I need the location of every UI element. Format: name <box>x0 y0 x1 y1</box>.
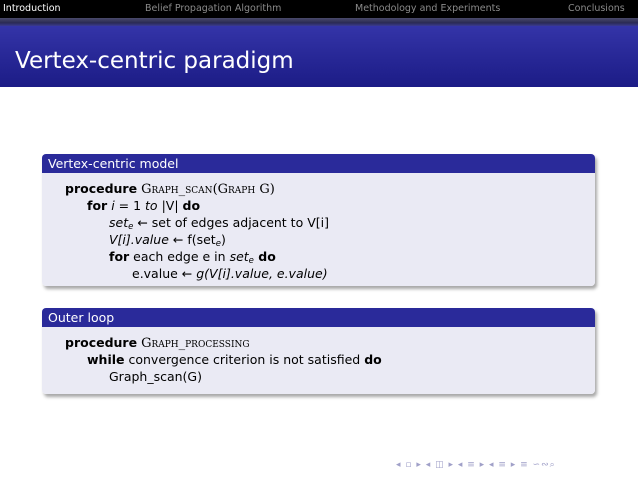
set-var: set <box>109 215 129 230</box>
call-text: Graph_scan(G) <box>109 369 202 384</box>
algo-line-3 <box>109 369 202 384</box>
keyword-do: do <box>364 352 382 367</box>
loop-range: |V| <box>157 198 183 213</box>
block-body <box>42 173 595 286</box>
keyword: procedure <box>65 335 138 350</box>
loop-start: = 1 <box>114 198 146 213</box>
loop-to: to <box>145 198 158 213</box>
set-var: set <box>229 249 249 264</box>
keyword: for <box>87 198 108 213</box>
subscript: e <box>248 256 254 266</box>
assign-func: ← f(set <box>168 232 216 247</box>
keyword: while <box>87 352 125 367</box>
loop-var: i <box>111 198 115 213</box>
title-bar <box>0 26 638 87</box>
nav-item-belief-propagation[interactable]: Belief Propagation Algorithm <box>145 3 282 14</box>
vertex-centric-model-block <box>42 154 595 286</box>
procedure-name: Graph_scan <box>141 182 213 197</box>
algo-line-1 <box>65 335 250 351</box>
algo-line-2 <box>87 352 382 367</box>
procedure-args: (Graph G) <box>212 182 275 197</box>
nav-divider <box>0 18 638 26</box>
g-expression: g(V[i].value, e.value) <box>196 266 328 281</box>
keyword-do: do <box>253 249 276 264</box>
slide-title: Vertex-centric paradigm <box>15 48 294 74</box>
procedure-name: Graph_processing <box>141 336 250 351</box>
line-text: ← set of edges adjacent to V[i] <box>133 215 329 230</box>
keyword-do: do <box>182 198 201 213</box>
keyword: for <box>109 249 130 264</box>
block-body <box>42 327 595 394</box>
algo-line-2 <box>87 198 200 213</box>
block-title: Vertex-centric model <box>42 154 595 173</box>
outer-loop-block <box>42 308 595 394</box>
edge-assign: e.value ← <box>132 266 197 281</box>
algo-line-1 <box>65 181 275 197</box>
nav-item-introduction[interactable]: Introduction <box>3 3 61 14</box>
section-navigation-bar <box>0 0 638 18</box>
keyword: procedure <box>65 181 138 196</box>
subscript: e <box>128 222 134 232</box>
nav-item-methodology[interactable]: Methodology and Experiments <box>355 3 501 14</box>
beamer-navigation-symbols[interactable]: ◂ ▫ ▸ ◂ ◫ ▸ ◂ ≡ ▸ ◂ ≡ ▸ ≡ ∽∾⌕ <box>396 460 556 470</box>
close-paren: ) <box>220 232 226 247</box>
line-text: convergence criterion is not satisfied <box>124 352 365 367</box>
algo-line-6 <box>132 266 328 281</box>
nav-item-conclusions[interactable]: Conclusions <box>568 3 625 14</box>
vertex-value: V[i].value <box>109 232 169 247</box>
block-title: Outer loop <box>42 308 595 327</box>
line-text: each edge e in <box>129 249 230 264</box>
subscript: e <box>215 239 221 249</box>
